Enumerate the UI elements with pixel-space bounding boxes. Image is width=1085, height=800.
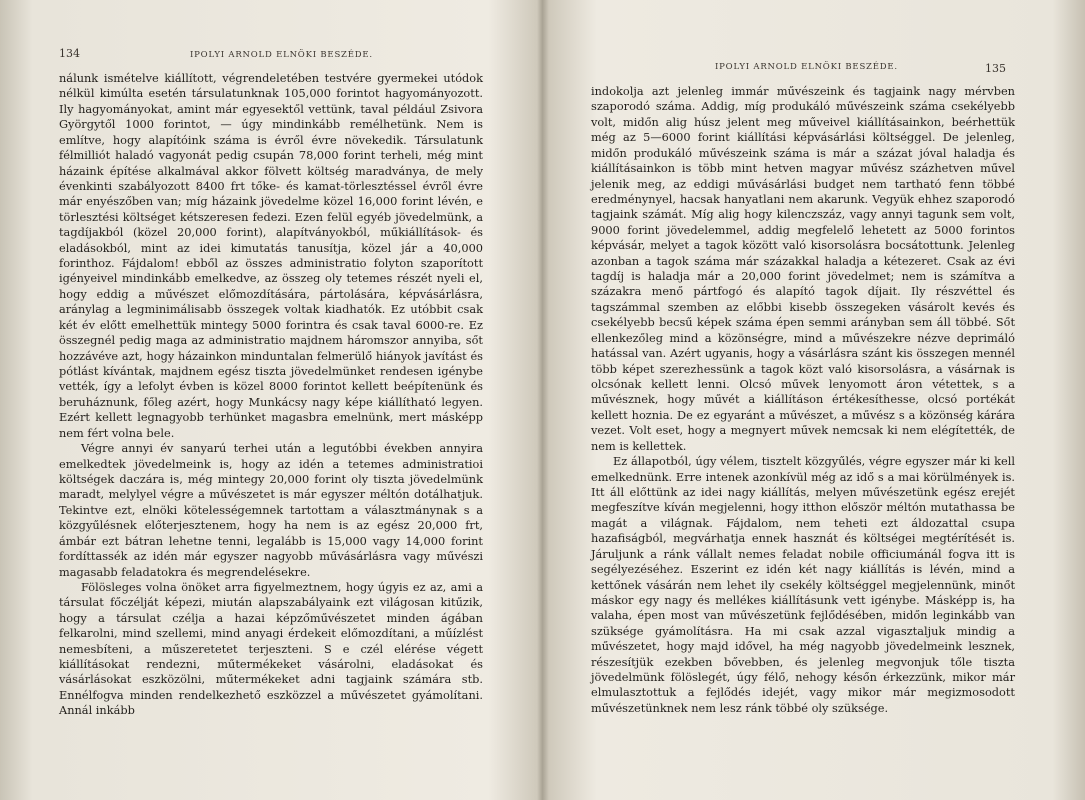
paragraph: Ez állapotból, úgy vélem, tisztelt közgyűlés, végre egyszer már ki kell emelkednünk. Erre intenek azonkívül még az idő s a mai körülmények is. Itt áll előttünk az idei nagy kiállítás, melyen művészetünk egész erejét megfeszítve kíván megjelenni, hogy itthon először méltón mutathassa be magát a világnak. Fájdalom, nem teheti ezt áldozattal csupa hazafiságból, megvárhatja ennek hasznát és költségei megtérítését is. Járuljunk a ránk vállalt nemes feladat nobile officiumánál fogva itt is segélyezéséhez. Eszerint ez idén két nagy kiállítás is lévén, mind a kettőnek vásárán nem lehet ily csekély költséggel megjelennünk, minőt máskor egy nagy és mellékes kiállításunk vett igénybe. Másképp is, ha valaha, épen most van művészetünk fejlődésében, midőn leginkább van szüksége gyámolításra. Ha mi csak azzal vigasztaljuk mindig a művészetet, hogy majd idővel, ha még nagyobb jövedelmeink lesznek, részesítjük ezekben bővebben, és jelenleg megvonjuk tőle tiszta jövedelmünk fölöslegét, úgy félő, nehogy későn érkezzünk, mikor már elmulasztottuk a fejlődés idejét, vagy mikor már megizmosodott művészetünknek nem lesz ránk többé oly szüksége. — [591, 454, 1015, 715]
page-number: 134 — [59, 47, 80, 60]
paragraph: nálunk ismételve kiállított, végrendeletében testvére gyermekei utódok nélkül kimúlta esetén társulatunknak 105,000 forintot hagyományozott. Ily hagyományokat, amint már egyesektől vettünk, taval például Zsivora Györgytől 1000 forintot, — úgy mindinkább remélhetünk. Nem is említve, hogy alapítóink száma is évről évre növekedik. Társulatunk félmilliót haladó vagyonát pedig csupán 78,000 forint terheli, még mint házaink építése alkalmával akkor fölvett költség maradványa, de mely évenkinti szabályozott 8400 frt tőke- és kamat-törlesztéssel évről évre már enyészőben van; míg házaink jövedelme közel 16,000 forint lévén, e törlesztési költséget kétszeresen fedezi. Ezen felül egyéb jövedelmünk, a tagdíjakból (közel 20,000 forint), alapítványokból, műkiállítások- és eladásokból, mint az idei kimutatás tanusítja, közel jár a 40,000 forinthoz. Fájdalom! ebből az összes administratio folyton szaporított igényeivel mindinkább emelkedve, az összeg oly tetemes részét nyeli el, hogy eddig a művészet előmozdítására, pártolására, képvásárlásra, aránylag a legminimálisabb összegek voltak kiadhatók. Ez utóbbit csak két év előtt emelhettük mintegy 5000 forintra és csak taval 6000-re. Ez összegnél pedig maga az administratio majdnem háromszor annyiba, sőt hozzávéve azt, hogy házainkon minduntalan felmerülő hiányok javítást és pótlást kívántak, majdnem egész tiszta jövedelmünket rendesen igénybe vették, így a lefolyt évben is közel 8000 forintot kellett beépítenünk és beruháznunk, főleg azért, hogy Munkácsy nagy képe kiállítható legyen. Ezért kellett legnagyobb terhünket magasbra emelnünk, mert másképp nem fért volna bele. — [59, 71, 483, 440]
page-body — [59, 71, 483, 719]
paragraph: indokolja azt jelenleg immár művészeink és tagjaink nagy mérvben szaporodó száma. Addig, míg produkáló művészeink száma csekélyebb volt, midőn alig húsz jelent meg műveivel kiállításainkon, beérhettük még az 5—6000 forint kiállítási képvásárlási költséggel. De jelenleg, midőn produkáló művészeink száma is már a százat jóval haladja és kiállításainkon is több mint hetven magyar művész százhetven művel jelenik meg, az eddigi művásárlási budget nem tartható fenn többé eredménynyel, hacsak hanyatlani nem akarunk. Vegyük ehhez szaporodó tagjaink számát. Míg alig hogy kilenczszáz, vagy annyi tagunk sem volt, 9000 forint jövedelemmel, addig megfelelő lehetett az 5000 forintos képvásár, melyet a tagok között való kisorsolásra bocsátottunk. Jelenleg azonban a tagok száma már százakkal haladja a kétezeret. Csak az évi tagdíj is haladja már a 20,000 forint jövedelmet; nem is számítva a százakra menő pártfogó és alapító tagok díjait. Ily részvéttel és tagszámmal szemben az előbbi kisebb összegeken vásárolt kevés és csekélyebb becsű képek száma épen semmi arányban sem áll többé. Sőt ellenkezőleg mind a közönségre, mind a művészekre nézve deprimáló hatással van. Azért ugyanis, hogy a vásárlásra szánt kis összegen mennél több képet szerezhessünk a tagok közt való kisorsolásra, a vásárnak is olcsónak kellett lenni. Olcsó művek lenyomott áron vétettek, s a művésznek, hogy művét a kiállításon értékesíthesse, olcsó portékát kellett hoznia. De ez egyaránt a művészet, a művész s a közönség kárára vezet. Volt eset, hogy a megnyert művek nemcsak ki nem elégítették, de nem is kellettek. — [591, 84, 1015, 453]
running-head: IPOLYI ARNOLD ELNÖKI BESZÉDE. — [715, 62, 898, 72]
left-page — [0, 0, 540, 800]
page-body — [591, 84, 1015, 716]
paragraph: Fölösleges volna önöket arra figyelmeztnem, hogy úgyis ez az, ami a társulat főczélját képezi, miután alapszabályaink ezt világosan kitűzik, hogy a társulat czélja a hazai képzőművészetet minden ágában felkarolni, mind szellemi, mind anyagi érdekeit előmozdítani, a műízlést nemesbíteni, a műszeretetet terjeszteni. S e czél elérése végett kiállításokat rendezni, műtermékeket vásárolni, eladásokat és vásárlásokat eszközölni, műtermékeket adni tagjaink számára stb. Ennélfogva minden rendelkezhető eszközzel a művészetet gyámolítani. Annál inkább — [59, 579, 483, 718]
running-head: IPOLYI ARNOLD ELNÖKI BESZÉDE. — [190, 50, 373, 60]
page-number: 135 — [985, 62, 1006, 75]
paragraph: Végre annyi év sanyarú terhei után a legutóbbi években annyira emelkedtek jövedelmeink is, hogy az idén a tetemes administratioi költségek daczára is, még mintegy 20,000 forint oly tiszta jövedelmünk maradt, melylyel végre a művészetet is már egyszer méltón dotálhatjuk. Tekintve ezt, elnöki kötelességemnek tartottam a választmánynak s a közgyűlésnek előterjesztenem, hogy ha nem is az egész 20,000 frt, ámbár ezt bátran lehetne tenni, legalább is 15,000 vagy 14,000 forint fordíttassék az idén már egyszer nagyobb művásárlásra vagy művészi magasabb feladatokra és megrendelésekre. — [59, 441, 483, 579]
right-page — [545, 0, 1085, 800]
